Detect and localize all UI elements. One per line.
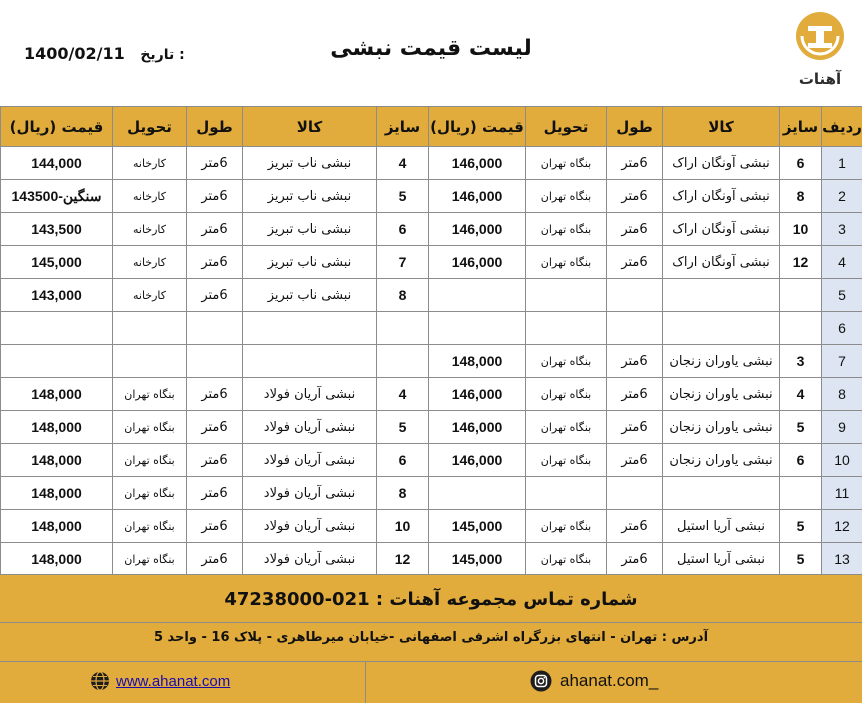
size-cell: 5 <box>377 411 429 444</box>
price-cell: 148,000 <box>1 543 113 576</box>
size-cell: 8 <box>377 279 429 312</box>
length-cell: 6متر <box>607 444 663 477</box>
delivery-cell: بنگاه تهران <box>113 378 187 411</box>
price-cell: 144,000 <box>1 147 113 180</box>
contact-phone: شماره تماس مجموعه آهنات : 021-47238000 <box>224 589 638 610</box>
header-cell-price-1: قیمت (ریال) <box>429 107 526 147</box>
length-cell: 6متر <box>607 510 663 543</box>
goods-cell: نبشی آریان فولاد <box>243 543 377 576</box>
goods-cell: نبشی ناب تبریز <box>243 147 377 180</box>
header-cell-goods-2: کالا <box>243 107 377 147</box>
date-label: تاریخ : <box>140 47 185 63</box>
table-row <box>1 510 862 543</box>
table-row <box>1 477 862 510</box>
length-cell: 6متر <box>607 147 663 180</box>
instagram-block <box>530 670 658 692</box>
goods-cell: نبشی ناب تبریز <box>243 246 377 279</box>
goods-cell <box>663 279 780 312</box>
price-cell: 146,000 <box>429 147 526 180</box>
delivery-cell: بنگاه تهران <box>113 477 187 510</box>
delivery-cell: بنگاه تهران <box>526 147 607 180</box>
delivery-cell: کارخانه <box>113 213 187 246</box>
length-cell: 6متر <box>607 378 663 411</box>
row-index-cell: 1 <box>822 147 862 180</box>
length-cell: 6متر <box>607 180 663 213</box>
row-index-cell: 9 <box>822 411 862 444</box>
size-cell: 12 <box>780 246 822 279</box>
page-footer <box>0 574 862 703</box>
price-cell: 143,000 <box>1 279 113 312</box>
delivery-cell: بنگاه تهران <box>113 543 187 576</box>
row-index-cell: 5 <box>822 279 862 312</box>
price-cell <box>429 279 526 312</box>
delivery-cell <box>113 345 187 378</box>
address-text: آدرس : تهران - انتهای بزرگراه اشرفی اصفهانی -خیابان میرطاهری - پلاک 16 - واحد 5 <box>153 630 709 645</box>
price-cell: 148,000 <box>1 510 113 543</box>
row-index-cell: 10 <box>822 444 862 477</box>
delivery-cell: بنگاه تهران <box>113 444 187 477</box>
goods-cell: نبشی آریان فولاد <box>243 510 377 543</box>
length-cell <box>187 312 243 345</box>
length-cell <box>607 312 663 345</box>
globe-icon <box>90 671 110 691</box>
header-cell-delivery-1: تحویل <box>526 107 607 147</box>
length-cell: 6متر <box>187 378 243 411</box>
length-cell <box>607 477 663 510</box>
size-cell: 8 <box>377 477 429 510</box>
goods-cell: نبشی یاوران زنجان <box>663 444 780 477</box>
delivery-cell <box>526 279 607 312</box>
goods-cell: نبشی آریان فولاد <box>243 444 377 477</box>
goods-cell: نبشی ناب تبریز <box>243 213 377 246</box>
row-index-cell: 13 <box>822 543 862 576</box>
length-cell: 6متر <box>187 411 243 444</box>
row-index-cell: 11 <box>822 477 862 510</box>
instagram-handle[interactable]: ahanat.com_ <box>560 671 659 690</box>
price-cell: 146,000 <box>429 411 526 444</box>
size-cell: 3 <box>780 345 822 378</box>
delivery-cell: کارخانه <box>113 180 187 213</box>
goods-cell: نبشی آریان فولاد <box>243 411 377 444</box>
delivery-cell: بنگاه تهران <box>526 180 607 213</box>
website-link[interactable]: www.ahanat.com <box>116 672 231 690</box>
size-cell: 8 <box>780 180 822 213</box>
length-cell: 6متر <box>607 246 663 279</box>
delivery-cell: کارخانه <box>113 279 187 312</box>
goods-cell: نبشی آریان فولاد <box>243 477 377 510</box>
header-cell-index: ردیف <box>822 107 862 147</box>
size-cell <box>780 279 822 312</box>
table-row <box>1 411 862 444</box>
row-index-cell: 8 <box>822 378 862 411</box>
size-cell <box>377 345 429 378</box>
price-cell: 148,000 <box>429 345 526 378</box>
delivery-cell: بنگاه تهران <box>526 213 607 246</box>
goods-cell: نبشی آریا استیل <box>663 543 780 576</box>
price-cell <box>429 477 526 510</box>
delivery-cell: بنگاه تهران <box>526 411 607 444</box>
table-row <box>1 180 862 213</box>
table-row <box>1 345 862 378</box>
delivery-cell: بنگاه تهران <box>526 543 607 576</box>
goods-cell: نبشی یاوران زنجان <box>663 378 780 411</box>
length-cell: 6متر <box>187 477 243 510</box>
delivery-cell <box>113 312 187 345</box>
price-cell: 146,000 <box>429 180 526 213</box>
goods-cell: نبشی ناب تبریز <box>243 180 377 213</box>
page-title: لیست قیمت نبشی <box>330 36 532 61</box>
footer-divider <box>0 661 862 662</box>
size-cell: 6 <box>780 444 822 477</box>
table-row <box>1 213 862 246</box>
row-index-cell: 6 <box>822 312 862 345</box>
length-cell: 6متر <box>187 543 243 576</box>
header-cell-length-2: طول <box>187 107 243 147</box>
length-cell: 6متر <box>187 180 243 213</box>
goods-cell: نبشی آریا استیل <box>663 510 780 543</box>
delivery-cell: بنگاه تهران <box>526 378 607 411</box>
length-cell: 6متر <box>607 543 663 576</box>
length-cell: 6متر <box>187 246 243 279</box>
goods-cell: نبشی آونگان اراک <box>663 147 780 180</box>
goods-cell: نبشی ناب تبریز <box>243 279 377 312</box>
delivery-cell <box>526 312 607 345</box>
size-cell: 4 <box>780 378 822 411</box>
price-table <box>0 106 862 576</box>
goods-cell <box>243 312 377 345</box>
goods-cell: نبشی آونگان اراک <box>663 180 780 213</box>
price-cell: 143,500 <box>1 213 113 246</box>
table-row <box>1 279 862 312</box>
price-cell: 146,000 <box>429 444 526 477</box>
row-index-cell: 7 <box>822 345 862 378</box>
date-block <box>24 44 185 63</box>
length-cell <box>187 345 243 378</box>
delivery-cell: بنگاه تهران <box>526 444 607 477</box>
logo-text: آهنات <box>798 70 842 88</box>
price-cell: 145,000 <box>429 543 526 576</box>
goods-cell: نبشی یاوران زنجان <box>663 345 780 378</box>
row-index-cell: 12 <box>822 510 862 543</box>
length-cell: 6متر <box>607 213 663 246</box>
table-row <box>1 147 862 180</box>
size-cell <box>780 312 822 345</box>
length-cell: 6متر <box>187 444 243 477</box>
length-cell: 6متر <box>187 279 243 312</box>
page-header <box>0 0 862 106</box>
table-row <box>1 444 862 477</box>
length-cell <box>607 279 663 312</box>
goods-cell <box>243 345 377 378</box>
size-cell <box>377 312 429 345</box>
goods-cell <box>663 477 780 510</box>
size-cell: 10 <box>377 510 429 543</box>
price-cell: 145,000 <box>429 510 526 543</box>
delivery-cell: بنگاه تهران <box>526 510 607 543</box>
price-cell: 146,000 <box>429 378 526 411</box>
size-cell: 5 <box>377 180 429 213</box>
header-cell-length-1: طول <box>607 107 663 147</box>
delivery-cell: کارخانه <box>113 147 187 180</box>
size-cell: 6 <box>780 147 822 180</box>
size-cell <box>780 477 822 510</box>
footer-vertical-divider <box>365 661 366 703</box>
size-cell: 6 <box>377 213 429 246</box>
size-cell: 6 <box>377 444 429 477</box>
delivery-cell <box>526 477 607 510</box>
size-cell: 4 <box>377 147 429 180</box>
website-block <box>90 671 230 691</box>
delivery-cell: بنگاه تهران <box>526 246 607 279</box>
length-cell: 6متر <box>187 510 243 543</box>
size-cell: 4 <box>377 378 429 411</box>
table-row <box>1 543 862 576</box>
footer-divider <box>0 622 862 623</box>
table-row <box>1 312 862 345</box>
table-header-row <box>1 107 862 147</box>
table-row <box>1 378 862 411</box>
price-cell: 148,000 <box>1 477 113 510</box>
goods-cell: نبشی آریان فولاد <box>243 378 377 411</box>
delivery-cell: بنگاه تهران <box>526 345 607 378</box>
header-cell-delivery-2: تحویل <box>113 107 187 147</box>
size-cell: 5 <box>780 411 822 444</box>
price-cell: 148,000 <box>1 411 113 444</box>
length-cell: 6متر <box>607 411 663 444</box>
delivery-cell: بنگاه تهران <box>113 510 187 543</box>
header-cell-size-1: سایز <box>780 107 822 147</box>
table-row <box>1 246 862 279</box>
price-cell: 145,000 <box>1 246 113 279</box>
price-cell: سنگین-143500 <box>1 180 113 213</box>
price-cell <box>1 345 113 378</box>
goods-cell: نبشی آونگان اراک <box>663 246 780 279</box>
price-cell: 148,000 <box>1 444 113 477</box>
date-value: 1400/02/11 <box>24 44 125 63</box>
header-cell-size-2: سایز <box>377 107 429 147</box>
size-cell: 5 <box>780 543 822 576</box>
price-cell: 146,000 <box>429 213 526 246</box>
goods-cell: نبشی یاوران زنجان <box>663 411 780 444</box>
goods-cell: نبشی آونگان اراک <box>663 213 780 246</box>
price-cell <box>1 312 113 345</box>
price-cell: 146,000 <box>429 246 526 279</box>
size-cell: 10 <box>780 213 822 246</box>
header-cell-goods-1: کالا <box>663 107 780 147</box>
size-cell: 12 <box>377 543 429 576</box>
instagram-icon <box>530 670 552 692</box>
size-cell: 7 <box>377 246 429 279</box>
row-index-cell: 3 <box>822 213 862 246</box>
price-cell <box>429 312 526 345</box>
row-index-cell: 4 <box>822 246 862 279</box>
row-index-cell: 2 <box>822 180 862 213</box>
length-cell: 6متر <box>607 345 663 378</box>
size-cell: 5 <box>780 510 822 543</box>
header-cell-price-2: قیمت (ریال) <box>1 107 113 147</box>
length-cell: 6متر <box>187 213 243 246</box>
price-cell: 148,000 <box>1 378 113 411</box>
delivery-cell: کارخانه <box>113 246 187 279</box>
length-cell: 6متر <box>187 147 243 180</box>
delivery-cell: بنگاه تهران <box>113 411 187 444</box>
goods-cell <box>663 312 780 345</box>
